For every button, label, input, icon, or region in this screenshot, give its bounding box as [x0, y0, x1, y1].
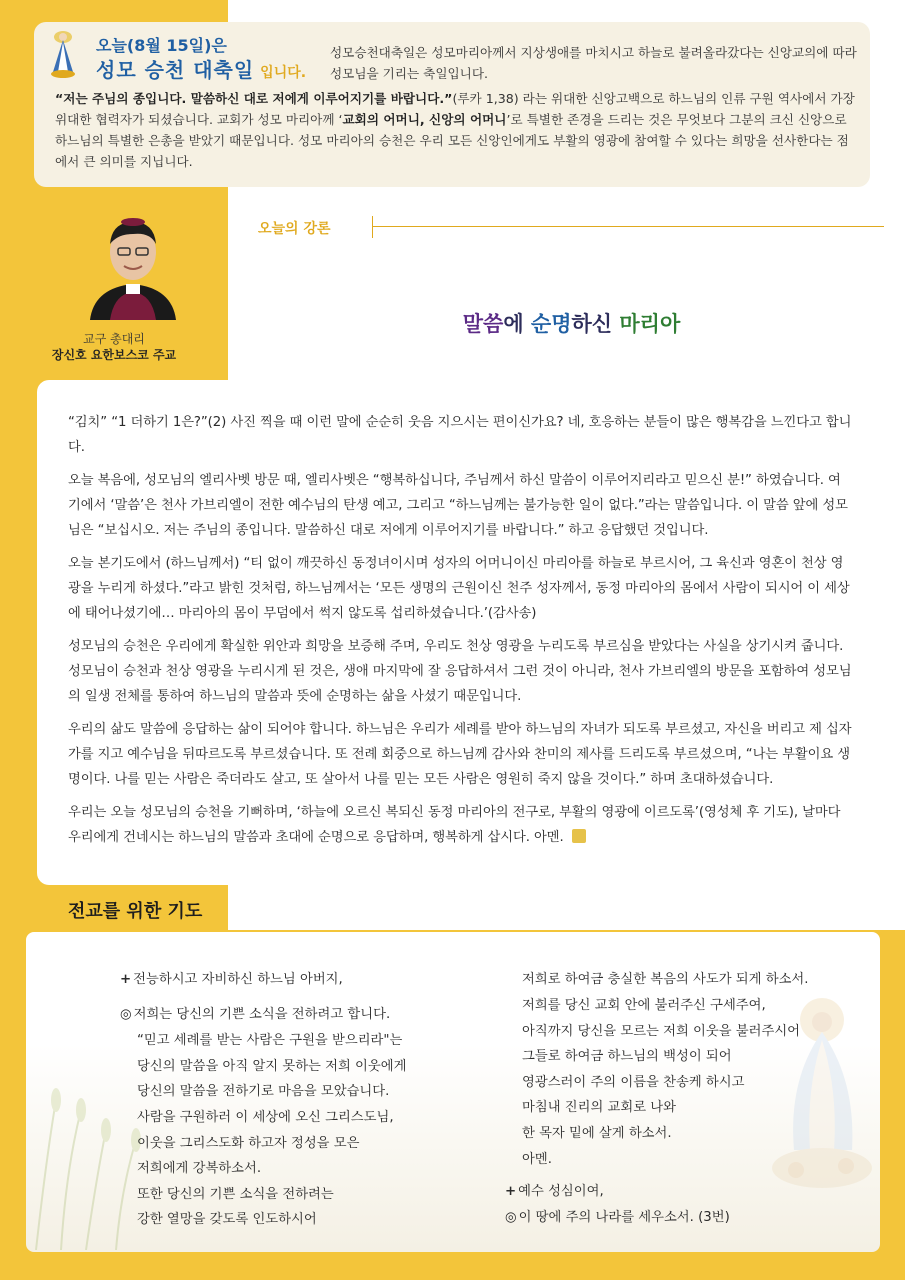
prayer-line: “믿고 세례를 받는 사람은 구원을 받으리라"는: [137, 1033, 403, 1048]
homily-paragraph: “김치” “1 더하기 1은?”(2) 사진 찍을 때 이런 말에 순순히 웃음 지으시는 편이신가요? 네, 호응하는 분들이 많은 행복감을 느낀다고 합니다.: [68, 415, 852, 455]
prayer-line: 저희를 당신 교회 안에 불러주신 구세주여,: [522, 998, 766, 1013]
prayer-line: 마침내 진리의 교회로 나와: [522, 1100, 676, 1115]
double-circle-icon: ◎: [120, 1007, 132, 1022]
feast-quote: “저는 주님의 종입니다. 말씀하신 대로 저에게 이루어지기를 바랍니다.”: [55, 91, 453, 106]
prayer-line: 강한 열망을 갖도록 인도하시어: [137, 1212, 317, 1227]
right-yellow-band: [885, 985, 905, 1280]
homily-divider: [372, 226, 884, 227]
prayer-line: 또한 당신의 기쁜 소식을 전하려는: [137, 1187, 334, 1202]
feast-honor-title: 교회의 어머니, 신앙의 어머니: [342, 112, 507, 127]
prayer-line: 한 목자 밑에 살게 하소서.: [522, 1126, 672, 1141]
homily-section-tag: 오늘의 강론: [258, 221, 331, 237]
feast-body-part2: ’로 특별한 존경을 드리는 것은 무엇보다 그분의 크신 신앙으로 하느님의 특별한 은총을 받았기 때문입니다. 성모 마리아의 승천은 우리 모든 신앙인에게도 부활의 영광에 참여할 수 있다는 희망을 선사한다는 점에서 큰 의미를 지닙니다.: [55, 112, 849, 169]
prayer-line: 당신의 말씀을 아직 알지 못하는 저희 이웃에게: [137, 1059, 407, 1074]
author-role: 교구 총대리: [83, 332, 145, 346]
prayer-line-text: 전능하시고 자비하신 하느님 아버지,: [133, 972, 343, 987]
prayer-line: [120, 968, 343, 987]
feast-name: 성모 승천 대축일: [96, 58, 255, 82]
mary-statue-icon: [46, 28, 80, 80]
homily-title: [238, 308, 905, 338]
author-portrait: [80, 208, 186, 320]
feast-date-line: 오늘(8월 15일)은: [96, 36, 227, 55]
homily-paragraph: 우리는 오늘 성모님의 승천을 기뻐하며, ‘하늘에 오르신 복되신 동정 마리아의 전구로, 부활의 영광에 이르도록’(영성체 후 기도), 날마다 우리에게 건네시는 하느님의 말씀과 초대에 순명으로 응답하며, 행복하게 삽시다. 아멘.: [68, 805, 841, 845]
homily-paragraph: 우리의 삶도 말씀에 응답하는 삶이 되어야 합니다. 하느님은 우리가 세례를 받아 하느님의 자녀가 되도록 부르셨고, 자신을 버리고 제 십자가를 지고 예수님을 뒤따르도록 부르셨습니다. 또 전례 회중으로 하느님께 감사와 찬미의 제사를 드리도록 부르셨으며, “나는 부활이요 생명이다. 나를 믿는 사람은 죽더라도 살고, 또 살아서 나를 믿는 모든 사람은 영원히 죽지 않을 것이다.” 하며 초대하셨습니다.: [68, 722, 852, 787]
prayer-line: 아멘.: [522, 1152, 552, 1167]
prayer-line: 저희에게 강복하소서.: [137, 1161, 262, 1176]
prayer-line: 아직까지 당신을 모르는 저희 이웃을 불러주시어: [522, 1024, 801, 1039]
feast-name-line: [96, 54, 306, 83]
end-mark-icon: [572, 829, 586, 843]
prayer-line: 사람을 구원하러 이 세상에 오신 그리스도님,: [137, 1110, 394, 1125]
prayer-line: 저희로 하여금 충실한 복음의 사도가 되게 하소서.: [522, 972, 809, 987]
feast-body-text: [55, 88, 855, 172]
homily-title-part: 하신: [571, 312, 620, 336]
prayer-line-text: 예수 성심이여,: [518, 1184, 604, 1199]
homily-title-part: 마리아: [619, 312, 681, 336]
prayer-line: 이웃을 그리스도화 하고자 정성을 모은: [137, 1136, 360, 1151]
homily-paragraph: 오늘 복음에, 성모님의 엘리사벳 방문 때, 엘리사벳은 “행복하십니다, 주님께서 하신 말씀이 이루어지리라고 믿으신 분!” 하였습니다. 여기에서 ‘말씀’은 천사 가브리엘이 전한 예수님의 탄생 예고, 그리고 “하느님께는 불가능한 일이 없다.”라는 말씀입니다. 이 말씀 앞에 성모님은 “보십시오. 저는 주님의 종입니다. 말씀하신 대로 저에게 이루어지기를 바랍니다.” 하고 응답했던 것입니다.: [68, 473, 848, 538]
feast-suffix: 입니다.: [260, 65, 307, 81]
double-circle-icon: ◎: [505, 1210, 517, 1225]
prayer-line-text: 저희는 당신의 기쁜 소식을 전하려고 합니다.: [133, 1007, 391, 1022]
cross-icon: +: [505, 1184, 517, 1199]
cross-icon: +: [120, 972, 132, 987]
prayer-line: 당신의 말씀을 전하기로 마음을 모았습니다.: [137, 1084, 390, 1099]
homily-paragraph-last: [68, 800, 853, 850]
homily-body: [68, 410, 853, 858]
prayer-line-text: 이 땅에 주의 나라를 세우소서. (3번): [518, 1210, 730, 1225]
homily-title-part: 말씀: [462, 312, 504, 336]
homily-divider-tick: [372, 216, 373, 238]
feast-description: 성모승천대축일은 성모마리아께서 지상생애를 마치시고 하늘로 불려올라갔다는 신앙교의에 따라 성모님을 기리는 축일입니다.: [330, 45, 857, 81]
homily-title-part: 에: [503, 312, 531, 336]
homily-title-part: 순명: [530, 312, 572, 336]
homily-paragraph: 오늘 본기도에서 (하느님께서) “티 없이 깨끗하신 동정녀이시며 성자의 어머니이신 마리아를 하늘로 부르시어, 그 육신과 영혼이 천상 영광을 누리게 하셨다.”라고 밝힌 것처럼, 하느님께서는 ‘모든 생명의 근원이신 천주 성자께서, 동정 마리아의 몸에서 사람이 되시어 이 세상에 태어나셨기에… 마리아의 몸이 무덤에서 썩지 않도록 섭리하셨습니다.’(감사송): [68, 556, 850, 621]
author-name: 장신호 요한보스코 주교: [51, 348, 177, 362]
prayer-line: [505, 1206, 730, 1225]
prayer-line: [120, 1003, 390, 1022]
prayer-line: [505, 1180, 604, 1199]
prayer-heading: 전교를 위한 기도: [68, 901, 203, 922]
feast-body-part1: (루카 1,38) 라는 위대한 신앙고백으로 하느님의 인류 구원 역사에서 가장 위대한 협력자가 되셨습니다. 교회가 성모 마리아께 ‘: [55, 91, 855, 127]
prayer-line: 그들로 하여금 하느님의 백성이 되어: [522, 1049, 732, 1064]
homily-paragraph: 성모님의 승천은 우리에게 확실한 위안과 희망을 보증해 주며, 우리도 천상 영광을 누리도록 부르심을 받았다는 사실을 상기시켜 줍니다. 성모님이 승천과 천상 영광을 누리시게 된 것은, 생애 마지막에 잘 응답하셔서 그런 것이 아니라, 천사 가브리엘의 방문을 포함하여 성모님의 일생 전체를 통하여 하느님의 말씀과 뜻에 순명하는 삶을 사셨기 때문입니다.: [68, 639, 852, 704]
prayer-line: 영광스러이 주의 이름을 찬송케 하시고: [522, 1075, 745, 1090]
